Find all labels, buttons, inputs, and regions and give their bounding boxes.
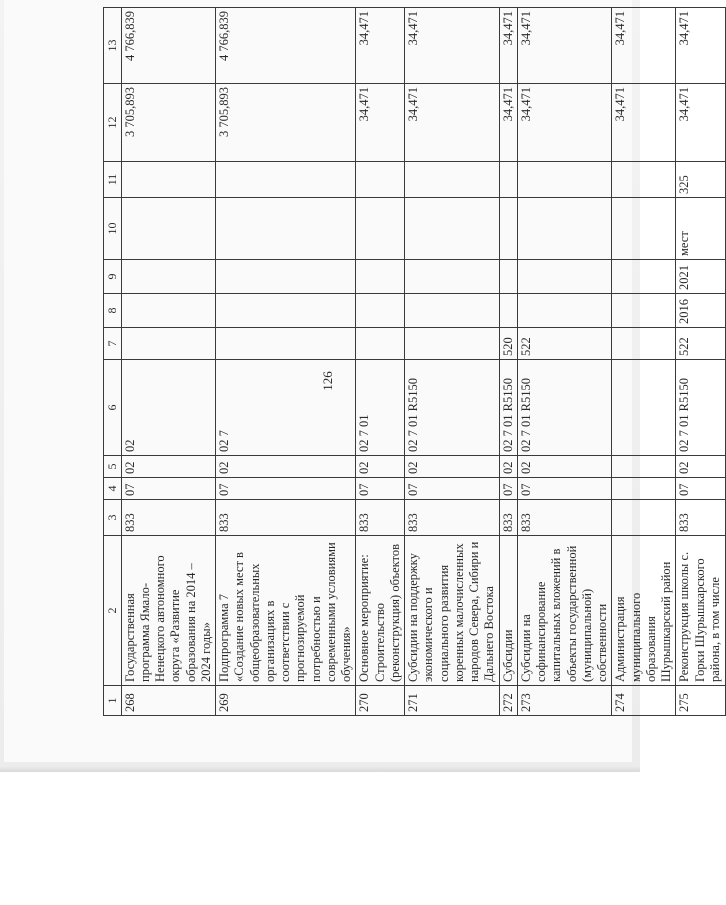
name-cell: Администрация муниципального образования Шурышкарский район	[612, 536, 676, 686]
column-header: 4	[104, 478, 122, 500]
amount-cell: 34,471	[676, 8, 726, 84]
subsection-cell: 02	[676, 456, 726, 478]
name-cell: Основное мероприятие: Строительство (реконструкция) объектов	[356, 536, 405, 686]
expense-type-cell	[216, 328, 356, 360]
target-article-cell: 02 7 01	[356, 360, 405, 456]
column-header: 5	[104, 456, 122, 478]
name-cell: Реконструкция школы с. Горки Шурышкарского района, в том числе	[676, 536, 726, 686]
row-number-cell: 270	[356, 686, 405, 716]
expense-type-cell	[612, 328, 676, 360]
row-number-cell: 269	[216, 686, 356, 716]
start-year-cell	[216, 294, 356, 328]
name-cell: Субсидии на поддержку экономического и социального развития коренных малочисленных народов Севера, Сибири и Дальнего Востока	[405, 536, 500, 686]
amount-cell: 34,471	[356, 8, 405, 84]
end-year-cell	[405, 260, 500, 294]
name-cell: Субсидии	[499, 536, 517, 686]
end-year-cell	[216, 260, 356, 294]
amount-cell: 34,471	[405, 84, 500, 162]
column-header: 9	[104, 260, 122, 294]
start-year-cell	[121, 294, 216, 328]
capacity-cell	[405, 162, 500, 198]
capacity-cell	[121, 162, 216, 198]
expense-type-cell	[405, 328, 500, 360]
target-article-cell	[612, 360, 676, 456]
column-header: 7	[104, 328, 122, 360]
table-row	[612, 8, 676, 716]
amount-cell: 34,471	[499, 84, 517, 162]
name-cell: Государственная программа Ямало-Ненецкого автономного округа «Развитие образования на 2014 – 2024 годы»	[121, 536, 216, 686]
unit-cell	[216, 198, 356, 260]
unit-cell: мест	[676, 198, 726, 260]
amount-cell: 4 766,839	[121, 8, 216, 84]
unit-cell	[612, 198, 676, 260]
rotated-sheet	[103, 0, 722, 716]
section-cell	[612, 478, 676, 500]
table-body	[104, 8, 726, 716]
start-year-cell	[517, 294, 612, 328]
table-row	[356, 8, 405, 716]
section-cell: 07	[499, 478, 517, 500]
table-row	[676, 8, 726, 716]
table-row	[216, 8, 356, 716]
table-row	[499, 8, 517, 716]
start-year-cell	[405, 294, 500, 328]
target-article-cell: 02 7 01 R5150	[676, 360, 726, 456]
subsection-cell	[612, 456, 676, 478]
capacity-cell	[216, 162, 356, 198]
column-header: 1	[104, 686, 122, 716]
start-year-cell: 2016	[676, 294, 726, 328]
section-cell: 07	[517, 478, 612, 500]
start-year-cell	[356, 294, 405, 328]
subsection-cell: 02	[121, 456, 216, 478]
code-cell: 833	[356, 500, 405, 536]
end-year-cell	[356, 260, 405, 294]
unit-cell	[405, 198, 500, 260]
table-row	[405, 8, 500, 716]
capacity-cell	[499, 162, 517, 198]
code-cell: 833	[405, 500, 500, 536]
column-header: 8	[104, 294, 122, 328]
subsection-cell: 02	[356, 456, 405, 478]
unit-cell	[499, 198, 517, 260]
amount-cell: 34,471	[356, 84, 405, 162]
end-year-cell	[499, 260, 517, 294]
target-article-cell: 02 7 01 R5150	[405, 360, 500, 456]
amount-cell: 34,471	[405, 8, 500, 84]
target-article-cell: 02 7 01 R5150	[499, 360, 517, 456]
start-year-cell	[499, 294, 517, 328]
code-cell: 833	[499, 500, 517, 536]
subsection-cell: 02	[517, 456, 612, 478]
amount-cell: 34,471	[517, 84, 612, 162]
column-header: 13	[104, 8, 122, 84]
expense-type-cell: 522	[517, 328, 612, 360]
section-cell: 07	[216, 478, 356, 500]
capacity-cell	[356, 162, 405, 198]
code-cell: 833	[216, 500, 356, 536]
end-year-cell	[517, 260, 612, 294]
column-header: 3	[104, 500, 122, 536]
amount-cell: 34,471	[612, 84, 676, 162]
subsection-cell: 02	[499, 456, 517, 478]
unit-cell	[121, 198, 216, 260]
capacity-cell	[517, 162, 612, 198]
column-header: 12	[104, 84, 122, 162]
unit-cell	[517, 198, 612, 260]
row-number-cell: 273	[517, 686, 612, 716]
subsection-cell: 02	[405, 456, 500, 478]
code-cell: 833	[676, 500, 726, 536]
target-article-cell: 02	[121, 360, 216, 456]
amount-cell: 3 705,893	[121, 84, 216, 162]
subsection-cell: 02	[216, 456, 356, 478]
end-year-cell	[121, 260, 216, 294]
row-number-cell: 274	[612, 686, 676, 716]
row-number-cell: 268	[121, 686, 216, 716]
amount-cell: 34,471	[499, 8, 517, 84]
code-cell: 833	[517, 500, 612, 536]
end-year-cell	[612, 260, 676, 294]
budget-table	[103, 7, 726, 716]
expense-type-cell	[121, 328, 216, 360]
name-cell: Субсидии на софинансирование капитальных вложений в объекты государственной (муниципальной) собственности	[517, 536, 612, 686]
section-cell: 07	[676, 478, 726, 500]
section-cell: 07	[405, 478, 500, 500]
expense-type-cell: 520	[499, 328, 517, 360]
amount-cell: 4 766,839	[216, 8, 356, 84]
capacity-cell	[612, 162, 676, 198]
expense-type-cell	[356, 328, 405, 360]
end-year-cell: 2021	[676, 260, 726, 294]
column-header: 2	[104, 536, 122, 686]
start-year-cell	[612, 294, 676, 328]
expense-type-cell: 522	[676, 328, 726, 360]
table-row	[121, 8, 216, 716]
row-number-cell: 275	[676, 686, 726, 716]
table-row	[517, 8, 612, 716]
row-number-cell: 271	[405, 686, 500, 716]
section-cell: 07	[356, 478, 405, 500]
column-header: 6	[104, 360, 122, 456]
name-cell: Подпрограмма 7 «Создание новых мест в общеобразовательных организациях в соответствии с прогнозируемой потребностью и современными условиями обучения»	[216, 536, 356, 686]
page-number: 126	[319, 371, 335, 391]
table-header-row	[104, 8, 122, 716]
target-article-cell: 02 7 01 R5150	[517, 360, 612, 456]
section-cell: 07	[121, 478, 216, 500]
amount-cell: 34,471	[517, 8, 612, 84]
code-cell: 833	[121, 500, 216, 536]
row-number-cell: 272	[499, 686, 517, 716]
unit-cell	[356, 198, 405, 260]
amount-cell: 34,471	[676, 84, 726, 162]
code-cell	[612, 500, 676, 536]
amount-cell: 3 705,893	[216, 84, 356, 162]
column-header: 10	[104, 198, 122, 260]
target-article-cell: 02 7	[216, 360, 356, 456]
column-header: 11	[104, 162, 122, 198]
amount-cell: 34,471	[612, 8, 676, 84]
capacity-cell: 325	[676, 162, 726, 198]
